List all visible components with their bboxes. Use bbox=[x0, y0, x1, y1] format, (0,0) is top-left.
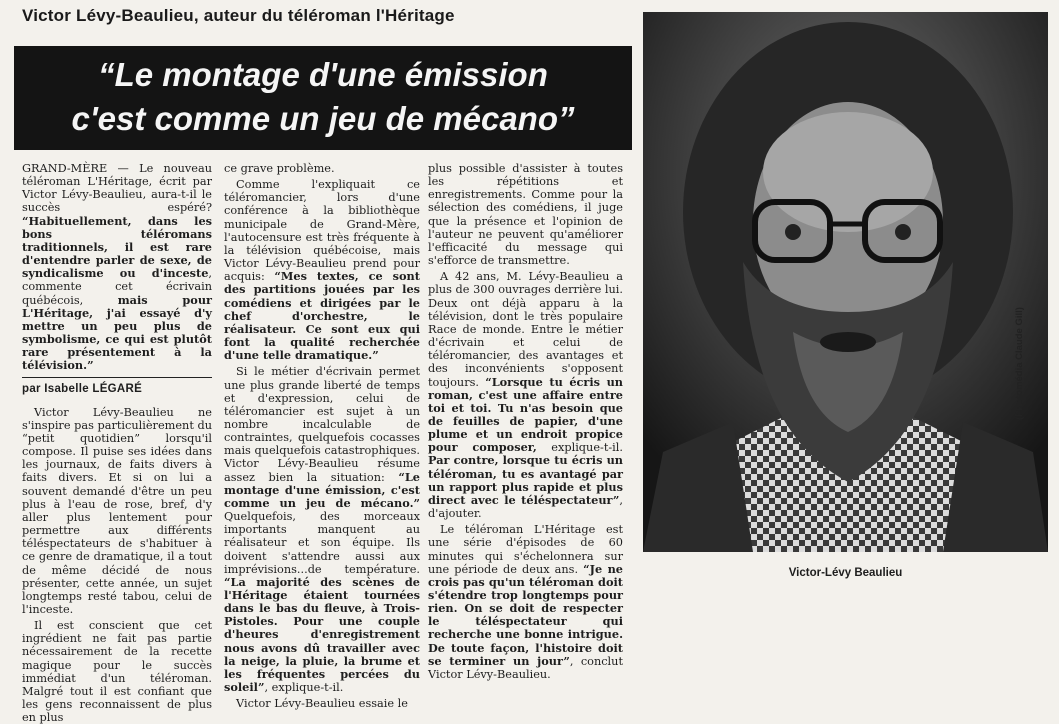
quote-run: “Le montage d'une émission, c'est comme un jeu de mécano.” bbox=[224, 469, 420, 510]
photo-credit: (Photomédia Claude Gill) bbox=[1014, 307, 1025, 420]
text-run: Victor Lévy-Beaulieu essaie le bbox=[236, 697, 408, 711]
article-paragraph bbox=[22, 406, 212, 617]
article-paragraph bbox=[224, 365, 420, 694]
quote-run: Par contre, lorsque tu écris un téléroman, tu es avantagé par un rapport plus rapide et plus direct avec le téléspectateur” bbox=[428, 453, 623, 507]
text-run: Quelquefois, des morceaux importants manquent au réalisateur et son équipe. Ils doivent s'attendre aussi aux imprévisions...de température. bbox=[224, 510, 420, 576]
quote-run: “Lorsque tu écris un roman, c'est une affaire entre toi et toi. Tu n'as besoin que de feuilles de papier, d'une plume et un endroit propice pour composer, bbox=[428, 374, 623, 455]
column-3 bbox=[428, 162, 623, 681]
article-paragraph bbox=[428, 270, 623, 520]
photo-caption: Victor-Lévy Beaulieu bbox=[788, 567, 903, 579]
text-run: GRAND-MÈRE — Le nouveau téléroman L'Héritage, écrit par Victor Lévy-Beaulieu, aura-t-il le succès espéré? bbox=[22, 162, 212, 215]
text-run: , d'ajouter. bbox=[428, 493, 623, 521]
headline-band bbox=[14, 46, 632, 150]
text-run: Si le métier d'écrivain permet une plus grande liberté de temps et d'expression, celui de téléromancier est sujet à un nombre incalculable de contraintes, quelquefois cocasses mais quelquefois catastrophiques. Victor Lévy-Beaulieu résume assez bien la situation: bbox=[224, 365, 421, 484]
byline: par Isabelle LÉGARÉ bbox=[22, 382, 143, 395]
text-run: A 42 ans, M. Lévy-Beaulieu a plus de 300 ouvrages derrière lui. Deux ont déjà apparu à la télévision, dont le très populaire Race de monde. Entre le métier d'écrivain et celui de téléromancier, des avantages et des inconvénients s'opposent toujours. bbox=[428, 270, 623, 389]
column-1 bbox=[22, 162, 212, 724]
text-run: Victor Lévy-Beaulieu ne s'inspire pas particulièrement du “petit quotidien” lorsqu'il compose. Il puise ses idées dans les journaux, de faits divers à faits divers. Et si on lui a souvent demandé d'être un peu plus à l'eau de rose, bref, d'y aller plus lentement pour permettre aux différents téléspectateurs de s'habituer à ce genre de dramatique, il a tout de même décidé de nous présenter, cette année, un sujet longtemps resté tabou, celui de l'inceste. bbox=[22, 405, 212, 616]
article-paragraph bbox=[224, 178, 420, 362]
article-paragraph bbox=[224, 697, 420, 710]
text-run: , commente cet écrivain québécois, bbox=[22, 267, 212, 307]
quote-run: “La majorité des scènes de l'Héritage étaient tournées dans le bas du fleuve, à Trois-Pistoles. Pour une couple d'heures d'enregistrement nous avons dû travailler avec la neige, la pluie, la brume et les fréquentes percées du soleil” bbox=[224, 574, 420, 695]
text-run: , explique-t-il. bbox=[264, 681, 344, 695]
text-run: Il est conscient que cet ingrédient ne fait pas partie nécessairement de la recette magique pour le succès immédiat d'un téléroman. Malgré tout il est confiant que les gens reconnaissent de plus en plus bbox=[22, 619, 212, 724]
lead-rule bbox=[22, 377, 212, 378]
kicker-line: Victor Lévy-Beaulieu, auteur du téléroman l'Héritage bbox=[22, 6, 455, 25]
article-paragraph bbox=[428, 162, 623, 267]
text-run: explique-t-il. bbox=[536, 441, 623, 455]
text-run: plus possible d'assister à toutes les répétitions et enregistrements. Comme pour la sélection des comédiens, il juge que la présence et l'opinion de l'auteur ne peuvent qu'améliorer l'efficacité du message qui s'efforce de transmettre. bbox=[428, 162, 623, 268]
headline-line-1: “Le montage d'une émission bbox=[98, 56, 548, 93]
column-3-body bbox=[428, 162, 623, 681]
headline-line-2: c'est comme un jeu de mécano” bbox=[71, 100, 575, 137]
article-paragraph bbox=[224, 162, 420, 175]
text-run: Le téléroman L'Héritage est une série d'épisodes de 60 minutes qui s'échelonnera sur une période de deux ans. bbox=[428, 523, 623, 576]
article-paragraph bbox=[428, 523, 623, 681]
column-2 bbox=[224, 162, 421, 711]
article-paragraph bbox=[22, 619, 212, 724]
text-run: Comme l'expliquait ce téléromancier, lors d'une conférence à la bibliothèque municipale de Grand-Mère, l'autocensure est très fréquente à la télévision québécoise, mais Victor Lévy-Beaulieu prend pour acquis: bbox=[224, 178, 420, 284]
quote-run: mais pour L'Héritage, j'ai essayé d'y mettre un peu plus de symbolisme, ce qui est plutôt rare présentement à la télévision.” bbox=[22, 292, 212, 373]
text-run: ce grave problème. bbox=[224, 162, 335, 175]
column-2-body bbox=[224, 162, 420, 710]
column-1-body bbox=[22, 406, 212, 724]
quote-run: “Mes textes, ce sont des partitions jouées par les comédiens et dirigées par le chef d'orchestre, le réalisateur. Ce sont eux qui font la qualité recherchée d'une telle dramatique.” bbox=[224, 269, 420, 363]
lead-paragraph bbox=[22, 162, 212, 373]
quote-run: “Je ne crois pas qu'un téléroman doit s'étendre trop longtemps pour rien. On se doit de respecter le téléspectateur qui recherche une bonne intrigue. De toute façon, l'histoire doit se terminer un jour” bbox=[428, 561, 623, 668]
portrait-photo bbox=[643, 12, 1048, 552]
quote-run: “Habituellement, dans les bons téléromans traditionnels, il est rare d'entendre parler de sexe, de syndicalisme ou d'inceste bbox=[22, 213, 212, 281]
portrait-illustration bbox=[643, 12, 1048, 552]
text-run: , conclut Victor Lévy-Beaulieu. bbox=[428, 654, 623, 681]
